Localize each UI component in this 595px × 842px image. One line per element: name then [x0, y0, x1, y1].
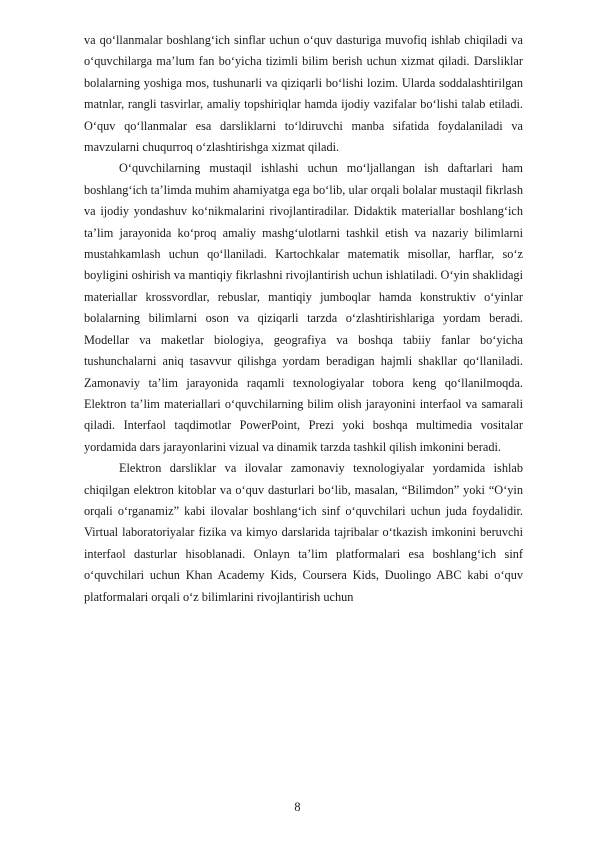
document-page: [84, 30, 523, 608]
paragraph-continuation: va qo‘llanmalar boshlang‘ich sinflar uchun o‘quv dasturiga muvofiq ishlab chiqiladi va o‘quvchilarga ma’lum fan bo‘yicha tizimli bilim berish uchun xizmat qiladi. Darsliklar bolalarning yoshiga mos, tushunarli va qiziqarli bo‘lishi lozim. Ularda soddalashtirilgan matnlar, rangli tasvirlar, amaliy topshiriqlar hamda ijodiy vazifalar bo‘lishi talab etiladi. O‘quv qo‘llanmalar esa darsliklarni to‘ldiruvchi manba sifatida foydalaniladi va mavzularni chuqurroq o‘zlashtirishga xizmat qiladi.: [84, 33, 523, 155]
paragraph-workbooks: O‘quvchilarning mustaqil ishlashi uchun mo‘ljallangan ish daftarlari ham boshlang‘ich ta’limda muhim ahamiyatga ega bo‘lib, ular orqali bolalar mustaqil fikrlash va ijodiy yondashuv ko‘nikmalarini rivojlantiradilar. Didaktik materiallar boshlang‘ich ta’lim jarayonida ko‘proq amaliy mashg‘ulotlarni tashkil etish va nazariy bilimlarni mustahkamlash uchun qo‘llaniladi. Kartochkalar matematik misollar, harflar, so‘z boyligini oshirish va mantiqiy fikrlashni rivojlantirish uchun ishlatiladi. O‘yin shaklidagi materiallar krossvordlar, rebuslar, mantiqiy jumboqlar hamda konstruktiv o‘yinlar bolalarning bilimlarni oson va qiziqarli tarzda o‘zlashtirishlariga yordam beradi. Modellar va maketlar biologiya, geografiya va boshqa tabiiy fanlar bo‘yicha tushunchalarni aniq tasavvur qilishga yordam beradigan hajmli shakllar qo‘llaniladi. Zamonaviy ta’lim jarayonida raqamli texnologiyalar tobora keng qo‘llanilmoqda. Elektron ta’lim materiallari o‘quvchilarning bilim olish jarayonini interfaol va samarali qiladi. Interfaol taqdimotlar PowerPoint, Prezi yoki boshqa multimedia vositalar yordamida dars jarayonlarini vizual va dinamik tarzda tashkil qilish imkonini beradi.: [84, 161, 523, 454]
paragraph-electronic-textbooks: Elektron darsliklar va ilovalar zamonaviy texnologiyalar yordamida ishlab chiqilgan elektron kitoblar va o‘quv dasturlari bo‘lib, masalan, “Bilimdon” yoki “O‘yin orqali o‘rganamiz” kabi ilovalar boshlang‘ich sinf o‘quvchilari uchun juda foydalidir. Virtual laboratoriyalar fizika va kimyo darslarida tajribalar o‘tkazish imkonini beruvchi interfaol dasturlar hisoblanadi. Onlayn ta’lim platformalari esa boshlang‘ich sinf o‘quvchilari uchun Khan Academy Kids, Coursera Kids, Duolingo ABC kabi o‘quv platformalari orqali o‘z bilimlarini rivojlantirish uchun: [84, 461, 523, 604]
page-number: 8: [294, 800, 301, 814]
